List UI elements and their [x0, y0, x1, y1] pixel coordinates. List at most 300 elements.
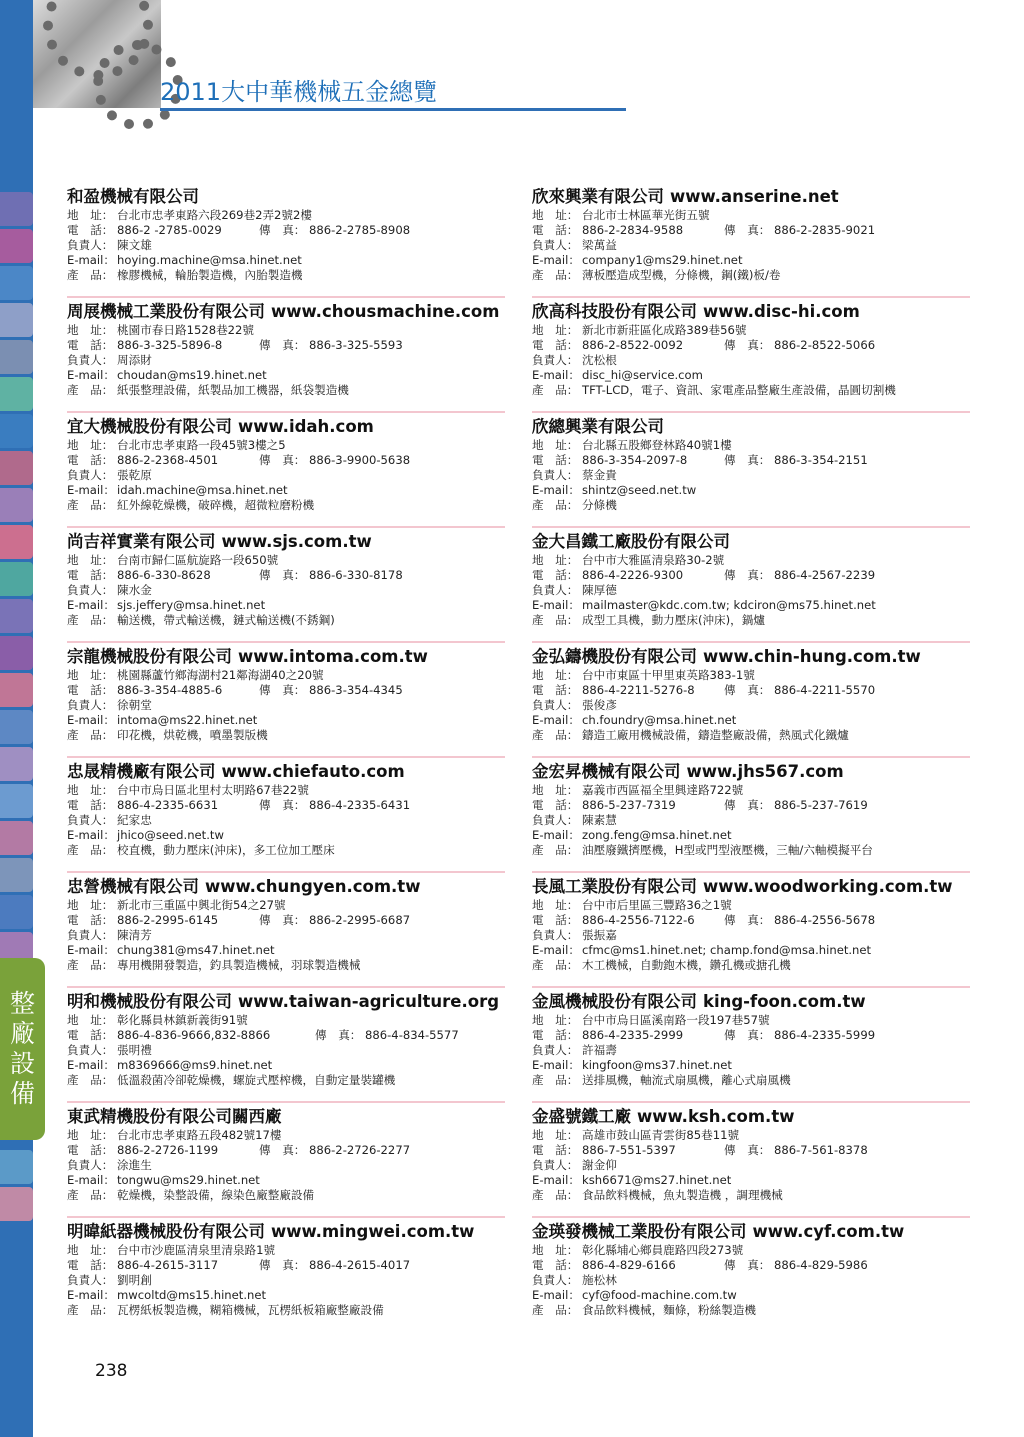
- field-label: 地 址：: [532, 668, 579, 682]
- field-label: 產 品：: [67, 383, 114, 397]
- company-product: 送排風機，軸流式扇風機，離心式扇風機: [582, 1073, 791, 1087]
- field-label: 傳 真：: [724, 1258, 771, 1272]
- company-tel: 886-4-2335-2999: [582, 1028, 684, 1042]
- company-person-line: [67, 813, 505, 828]
- field-label: 產 品：: [532, 613, 579, 627]
- company-email: ksh6671@ms27.hinet.net: [582, 1173, 732, 1187]
- company-name-text: 金弘鑄機股份有限公司: [532, 647, 697, 666]
- field-label: 傳 真：: [259, 913, 306, 927]
- company-product-line: [532, 268, 970, 283]
- company-email-line: [67, 1058, 505, 1073]
- company-tel-line: [532, 683, 970, 698]
- company-fax-group: [259, 1143, 410, 1158]
- field-label: 負責人：: [67, 583, 114, 597]
- field-label: 傳 真：: [259, 1143, 306, 1157]
- field-label: 地 址：: [532, 208, 579, 222]
- company-product-line: [67, 268, 505, 283]
- company-fax-group: [724, 683, 875, 698]
- company-name-text: 和盈機械有限公司: [67, 187, 199, 206]
- company-fax: 886-4-829-5986: [774, 1258, 868, 1272]
- company-entry: [67, 1221, 505, 1336]
- company-email: mailmaster@kdc.com.tw; kdciron@ms75.hinet.net: [582, 598, 876, 612]
- company-tel-line: [532, 568, 970, 583]
- company-entry: [532, 531, 970, 646]
- company-product-line: [532, 1073, 970, 1088]
- company-url[interactable]: www.disc-hi.com: [703, 302, 860, 321]
- company-url[interactable]: www.mingwei.com.tw: [271, 1222, 475, 1241]
- company-email-line: [532, 828, 970, 843]
- color-tab: [0, 636, 33, 670]
- company-product-line: [67, 1303, 505, 1318]
- field-label: 負責人：: [67, 928, 114, 942]
- company-address: 台北市忠孝東路五段482號17樓: [117, 1128, 282, 1142]
- color-tab: [0, 192, 33, 226]
- company-tel-line: [67, 338, 505, 353]
- company-address: 台南市歸仁區航旋路一段650號: [117, 553, 279, 567]
- field-label: 產 品：: [532, 1073, 579, 1087]
- color-tab: [0, 599, 33, 633]
- company-tel-line: [532, 1028, 970, 1043]
- company-address: 台中市沙鹿區清泉里清泉路1號: [117, 1243, 276, 1257]
- company-product-line: [532, 383, 970, 398]
- company-address-line: [532, 208, 970, 223]
- company-url[interactable]: www.sjs.com.tw: [221, 532, 372, 551]
- company-address: 台中市東區十甲里東英路383-1號: [582, 668, 755, 682]
- field-label: 傳 真：: [724, 1028, 771, 1042]
- company-email-line: [67, 943, 505, 958]
- company-name-text: 東武精機股份有限公司關西廠: [67, 1107, 282, 1126]
- company-person: 張明禮: [117, 1043, 152, 1057]
- company-name-text: 宗龍機械股份有限公司: [67, 647, 232, 666]
- company-product: 瓦楞紙板製造機，糊箱機械，瓦楞紙板箱廠整廠設備: [117, 1303, 384, 1317]
- company-name: [532, 646, 970, 668]
- company-person-line: [67, 1158, 505, 1173]
- company-product: TFT-LCD，電子、資訊、家電產品整廠生產設備，晶圓切割機: [582, 383, 896, 397]
- company-tel-line: [532, 223, 970, 238]
- company-tel: 886-7-551-5397: [582, 1143, 676, 1157]
- company-person-line: [67, 353, 505, 368]
- field-label: 負責人：: [67, 698, 114, 712]
- company-product-line: [532, 728, 970, 743]
- company-email: m8369666@ms9.hinet.net: [117, 1058, 273, 1072]
- company-address: 台中市后里區三豐路36之1號: [582, 898, 732, 912]
- company-person: 劉明創: [117, 1273, 152, 1287]
- color-tab: [0, 710, 33, 744]
- field-label: 電 話：: [67, 568, 114, 582]
- company-name: [67, 876, 505, 898]
- company-person-line: [532, 1043, 970, 1058]
- company-fax-group: [724, 1143, 868, 1158]
- field-label: E-mail：: [67, 1058, 115, 1072]
- field-label: 產 品：: [67, 268, 114, 282]
- company-address-line: [67, 668, 505, 683]
- company-person-line: [67, 1273, 505, 1288]
- company-url[interactable]: www.chungyen.com.tw: [205, 877, 421, 896]
- field-label: 產 品：: [532, 958, 579, 972]
- company-url[interactable]: www.anserine.net: [670, 187, 839, 206]
- company-fax: 886-3-9900-5638: [309, 453, 411, 467]
- company-url[interactable]: www.woodworking.com.tw: [703, 877, 953, 896]
- field-label: 地 址：: [67, 1128, 114, 1142]
- company-name: [67, 531, 505, 553]
- field-label: E-mail：: [532, 368, 580, 382]
- company-address: 台中市大雅區清泉路30-2號: [582, 553, 725, 567]
- company-product: 印花機，烘乾機，噴墨製版機: [117, 728, 268, 742]
- field-label: 負責人：: [67, 1158, 114, 1172]
- company-person: 沈松根: [582, 353, 617, 367]
- company-product-line: [67, 1073, 505, 1088]
- company-person: 陳水金: [117, 583, 152, 597]
- company-product: 低溫殺菌冷卻乾燥機，螺旋式壓榨機，自動定量裝罐機: [117, 1073, 396, 1087]
- company-address-line: [67, 208, 505, 223]
- company-entry: [532, 761, 970, 876]
- company-name: [532, 301, 970, 323]
- company-name-text: 明和機械股份有限公司: [67, 992, 232, 1011]
- company-fax-group: [259, 223, 410, 238]
- field-label: 傳 真：: [259, 223, 306, 237]
- company-product-line: [67, 728, 505, 743]
- field-label: E-mail：: [67, 713, 115, 727]
- company-fax: 886-5-237-7619: [774, 798, 868, 812]
- company-person-line: [532, 813, 970, 828]
- company-address-line: [532, 323, 970, 338]
- company-product: 食品飲料機械，魚丸製造機 ，調理機械: [582, 1188, 783, 1202]
- company-name: [532, 876, 970, 898]
- field-label: 地 址：: [532, 898, 579, 912]
- company-product: 輸送機，帶式輸送機，鏈式輸送機(不銹鋼): [117, 613, 335, 627]
- company-address: 台北市忠孝東路一段45號3樓之5: [117, 438, 286, 452]
- page-number: 238: [95, 1361, 128, 1381]
- company-product-line: [532, 1303, 970, 1318]
- company-entry: [532, 301, 970, 416]
- company-entry: [67, 761, 505, 876]
- field-label: 電 話：: [67, 223, 114, 237]
- company-tel-line: [67, 1258, 505, 1273]
- field-label: 地 址：: [67, 208, 114, 222]
- company-person: 張乾原: [117, 468, 152, 482]
- company-address: 台北市士林區華光街五號: [582, 208, 710, 222]
- company-entry: [532, 1106, 970, 1221]
- color-tab: [0, 303, 33, 337]
- company-person-line: [67, 928, 505, 943]
- field-label: 產 品：: [532, 268, 579, 282]
- company-address-line: [532, 1243, 970, 1258]
- field-label: 傳 真：: [259, 568, 306, 582]
- company-email: sjs.jeffery@msa.hinet.net: [117, 598, 266, 612]
- color-tab: [0, 821, 33, 855]
- company-tel-line: [67, 1143, 505, 1158]
- field-label: 電 話：: [67, 913, 114, 927]
- company-product: 食品飲料機械，麵條，粉絲製造機: [582, 1303, 756, 1317]
- company-url[interactable]: www.chin-hung.com.tw: [703, 647, 921, 666]
- section-tab: [0, 958, 45, 1140]
- company-url[interactable]: www.cyf.com.tw: [752, 1222, 905, 1241]
- company-url[interactable]: www.idah.com: [238, 417, 374, 436]
- company-name: [532, 761, 970, 783]
- company-fax: 886-3-354-2151: [774, 453, 868, 467]
- field-label: 電 話：: [532, 453, 579, 467]
- company-email: chung381@ms47.hinet.net: [117, 943, 275, 957]
- company-url[interactable]: www.taiwan-agriculture.org: [238, 992, 500, 1011]
- field-label: 傳 真：: [724, 223, 771, 237]
- company-address-line: [67, 553, 505, 568]
- company-tel: 886-5-237-7319: [582, 798, 676, 812]
- company-product-line: [532, 958, 970, 973]
- company-email-line: [532, 598, 970, 613]
- company-entry: [532, 1221, 970, 1336]
- company-name: [532, 186, 970, 208]
- company-fax-group: [259, 338, 403, 353]
- company-email-line: [67, 483, 505, 498]
- field-label: E-mail：: [532, 828, 580, 842]
- field-label: 產 品：: [67, 843, 114, 857]
- field-label: 地 址：: [67, 668, 114, 682]
- company-product-line: [67, 958, 505, 973]
- company-name: [532, 1221, 970, 1243]
- color-tab: [0, 747, 33, 781]
- company-entry: [67, 646, 505, 761]
- company-tel: 886-4-836-9666,832-8866: [117, 1028, 271, 1042]
- company-email: ch.foundry@msa.hinet.net: [582, 713, 737, 727]
- field-label: 地 址：: [532, 553, 579, 567]
- company-address: 彰化縣員林鎮新義街91號: [117, 1013, 248, 1027]
- company-fax: 886-4-2335-5999: [774, 1028, 876, 1042]
- company-tel: 886-2-2995-6145: [117, 913, 219, 927]
- company-address: 新北市新莊區化成路389巷56號: [582, 323, 747, 337]
- company-entry: [532, 646, 970, 761]
- company-name-text: 金大昌鐵工廠股份有限公司: [532, 532, 730, 551]
- field-label: 負責人：: [532, 468, 579, 482]
- company-url[interactable]: www.intoma.com.tw: [238, 647, 428, 666]
- company-name-text: 欣高科技股份有限公司: [532, 302, 697, 321]
- company-person-line: [67, 1043, 505, 1058]
- company-address-line: [67, 898, 505, 913]
- field-label: 地 址：: [532, 438, 579, 452]
- field-label: 地 址：: [67, 1013, 114, 1027]
- company-name-text: 欣來興業有限公司: [532, 187, 664, 206]
- field-label: E-mail：: [67, 368, 115, 382]
- company-person: 陳文雄: [117, 238, 152, 252]
- company-email-line: [532, 253, 970, 268]
- color-tab: [0, 858, 33, 892]
- company-fax: 886-2-2726-2277: [309, 1143, 411, 1157]
- company-product: 鑄造工廠用機械設備，鑄造整廠設備，熱風式化鐵爐: [582, 728, 849, 742]
- company-product: 紅外線乾燥機，破碎機，超微粒磨粉機: [117, 498, 315, 512]
- company-name: [532, 991, 970, 1013]
- company-address-line: [532, 1128, 970, 1143]
- field-label: 傳 真：: [724, 338, 771, 352]
- field-label: E-mail：: [67, 1173, 115, 1187]
- field-label: 傳 真：: [724, 913, 771, 927]
- company-address-line: [67, 1128, 505, 1143]
- color-tab: [0, 1150, 33, 1184]
- company-name-text: 金宏昇機械有限公司: [532, 762, 681, 781]
- company-url[interactable]: king-foon.com.tw: [703, 992, 866, 1011]
- company-fax-group: [724, 453, 868, 468]
- company-name: [67, 761, 505, 783]
- company-tel-line: [67, 913, 505, 928]
- company-email-line: [67, 598, 505, 613]
- field-label: 地 址：: [67, 898, 114, 912]
- company-fax: 886-4-834-5577: [365, 1028, 459, 1042]
- company-fax-group: [259, 798, 410, 813]
- field-label: 電 話：: [67, 1028, 114, 1042]
- company-fax: 886-4-2556-5678: [774, 913, 876, 927]
- field-label: 電 話：: [532, 683, 579, 697]
- section-tab-char: 整: [9, 989, 35, 1018]
- field-label: 電 話：: [532, 1143, 579, 1157]
- field-label: E-mail：: [67, 598, 115, 612]
- field-label: 產 品：: [67, 728, 114, 742]
- company-fax: 886-6-330-8178: [309, 568, 403, 582]
- company-tel: 886-2-8522-0092: [582, 338, 684, 352]
- field-label: 產 品：: [67, 613, 114, 627]
- company-address: 嘉義市西區福全里興達路722號: [582, 783, 744, 797]
- field-label: 地 址：: [67, 783, 114, 797]
- company-entry: [532, 186, 970, 301]
- company-fax-group: [724, 1258, 868, 1273]
- company-email: zong.feng@msa.hinet.net: [582, 828, 732, 842]
- field-label: 傳 真：: [259, 683, 306, 697]
- field-label: 地 址：: [67, 1243, 114, 1257]
- field-label: 傳 真：: [259, 798, 306, 812]
- company-person: 張俊彥: [582, 698, 617, 712]
- company-entry: [532, 876, 970, 991]
- field-label: 負責人：: [532, 928, 579, 942]
- field-label: 地 址：: [532, 783, 579, 797]
- company-url[interactable]: www.chousmachine.com: [271, 302, 500, 321]
- company-product-line: [67, 613, 505, 628]
- section-tab-char: 備: [9, 1079, 35, 1108]
- company-person: 涂進生: [117, 1158, 152, 1172]
- field-label: 產 品：: [532, 1188, 579, 1202]
- field-label: 產 品：: [532, 498, 579, 512]
- company-person: 蔡金貴: [582, 468, 617, 482]
- company-fax: 886-4-2211-5570: [774, 683, 876, 697]
- field-label: 地 址：: [532, 1013, 579, 1027]
- company-product-line: [67, 1188, 505, 1203]
- company-person: 陳清芳: [117, 928, 152, 942]
- company-tel-line: [532, 453, 970, 468]
- company-tel-line: [532, 913, 970, 928]
- right-column: [532, 186, 970, 1336]
- company-address-line: [67, 438, 505, 453]
- company-fax: 886-2-2995-6687: [309, 913, 411, 927]
- company-tel-line: [67, 223, 505, 238]
- company-product: 專用機開發製造，釣具製造機械，羽球製造機械: [117, 958, 361, 972]
- company-tel-line: [532, 1258, 970, 1273]
- company-name-text: 周展機械工業股份有限公司: [67, 302, 265, 321]
- company-fax-group: [724, 568, 875, 583]
- company-product-line: [532, 613, 970, 628]
- company-tel-line: [67, 683, 505, 698]
- field-label: 電 話：: [532, 1028, 579, 1042]
- field-label: 負責人：: [67, 238, 114, 252]
- company-email-line: [67, 713, 505, 728]
- company-fax: 886-7-561-8378: [774, 1143, 868, 1157]
- company-url[interactable]: www.jhs567.com: [686, 762, 844, 781]
- company-product-line: [67, 843, 505, 858]
- field-label: 電 話：: [67, 1258, 114, 1272]
- company-address: 台北縣五股鄉登林路40號1樓: [582, 438, 732, 452]
- field-label: 電 話：: [532, 223, 579, 237]
- company-address: 桃園市春日路1528巷22號: [117, 323, 255, 337]
- field-label: 負責人：: [532, 353, 579, 367]
- field-label: 負責人：: [67, 1273, 114, 1287]
- color-tab: [0, 340, 33, 374]
- field-label: 產 品：: [67, 958, 114, 972]
- field-label: 地 址：: [532, 323, 579, 337]
- field-label: 產 品：: [532, 728, 579, 742]
- company-product: 乾燥機，染整設備，線染色廠整廠設備: [117, 1188, 315, 1202]
- field-label: 產 品：: [532, 843, 579, 857]
- field-label: 電 話：: [67, 683, 114, 697]
- field-label: 負責人：: [532, 1273, 579, 1287]
- company-product: 分條機: [582, 498, 617, 512]
- company-url[interactable]: www.chiefauto.com: [221, 762, 405, 781]
- company-entry: [67, 416, 505, 531]
- company-product: 成型工具機，動力壓床(沖床)，鍋爐: [582, 613, 765, 627]
- company-person: 陳素慧: [582, 813, 617, 827]
- company-url[interactable]: www.ksh.com.tw: [637, 1107, 795, 1126]
- company-email-line: [532, 483, 970, 498]
- company-email-line: [67, 1173, 505, 1188]
- company-email-line: [67, 828, 505, 843]
- company-name: [532, 531, 970, 553]
- color-tab: [0, 895, 33, 929]
- company-address: 新北市三重區中興北街54之27號: [117, 898, 286, 912]
- company-product: 校直機，動力壓床(沖床)，多工位加工壓床: [117, 843, 335, 857]
- company-email: disc_hi@service.com: [582, 368, 703, 382]
- company-tel: 886-2-2368-4501: [117, 453, 219, 467]
- field-label: 負責人：: [532, 698, 579, 712]
- company-fax-group: [259, 568, 403, 583]
- company-name-text: 尚吉祥實業有限公司: [67, 532, 216, 551]
- page-title: 2011大中華機械五金總覽: [160, 78, 438, 106]
- company-address-line: [67, 1243, 505, 1258]
- company-person-line: [532, 468, 970, 483]
- color-tab: [0, 266, 33, 300]
- company-name: [67, 186, 505, 208]
- company-person-line: [67, 583, 505, 598]
- company-address-line: [532, 438, 970, 453]
- company-tel: 886-3-325-5896-8: [117, 338, 223, 352]
- field-label: E-mail：: [67, 943, 115, 957]
- company-person-line: [67, 698, 505, 713]
- company-name: [532, 416, 970, 438]
- company-tel: 886-4-2335-6631: [117, 798, 219, 812]
- field-label: E-mail：: [532, 713, 580, 727]
- company-tel: 886-4-829-6166: [582, 1258, 676, 1272]
- company-email: mwcoltd@ms15.hinet.net: [117, 1288, 267, 1302]
- company-person: 施松林: [582, 1273, 617, 1287]
- company-name-text: 長風工業股份有限公司: [532, 877, 697, 896]
- company-email-line: [532, 713, 970, 728]
- company-tel-line: [532, 338, 970, 353]
- field-label: 負責人：: [532, 1043, 579, 1057]
- company-entry: [67, 991, 505, 1106]
- company-email: tongwu@ms29.hinet.net: [117, 1173, 260, 1187]
- company-tel: 886-4-2226-9300: [582, 568, 684, 582]
- company-address: 高雄市鼓山區青雲街85巷11號: [582, 1128, 740, 1142]
- company-fax: 886-2-8522-5066: [774, 338, 876, 352]
- company-name: [67, 646, 505, 668]
- field-label: 電 話：: [67, 798, 114, 812]
- company-name: [532, 1106, 970, 1128]
- company-tel-line: [532, 1143, 970, 1158]
- field-label: 負責人：: [67, 353, 114, 367]
- company-name-text: 宜大機械股份有限公司: [67, 417, 232, 436]
